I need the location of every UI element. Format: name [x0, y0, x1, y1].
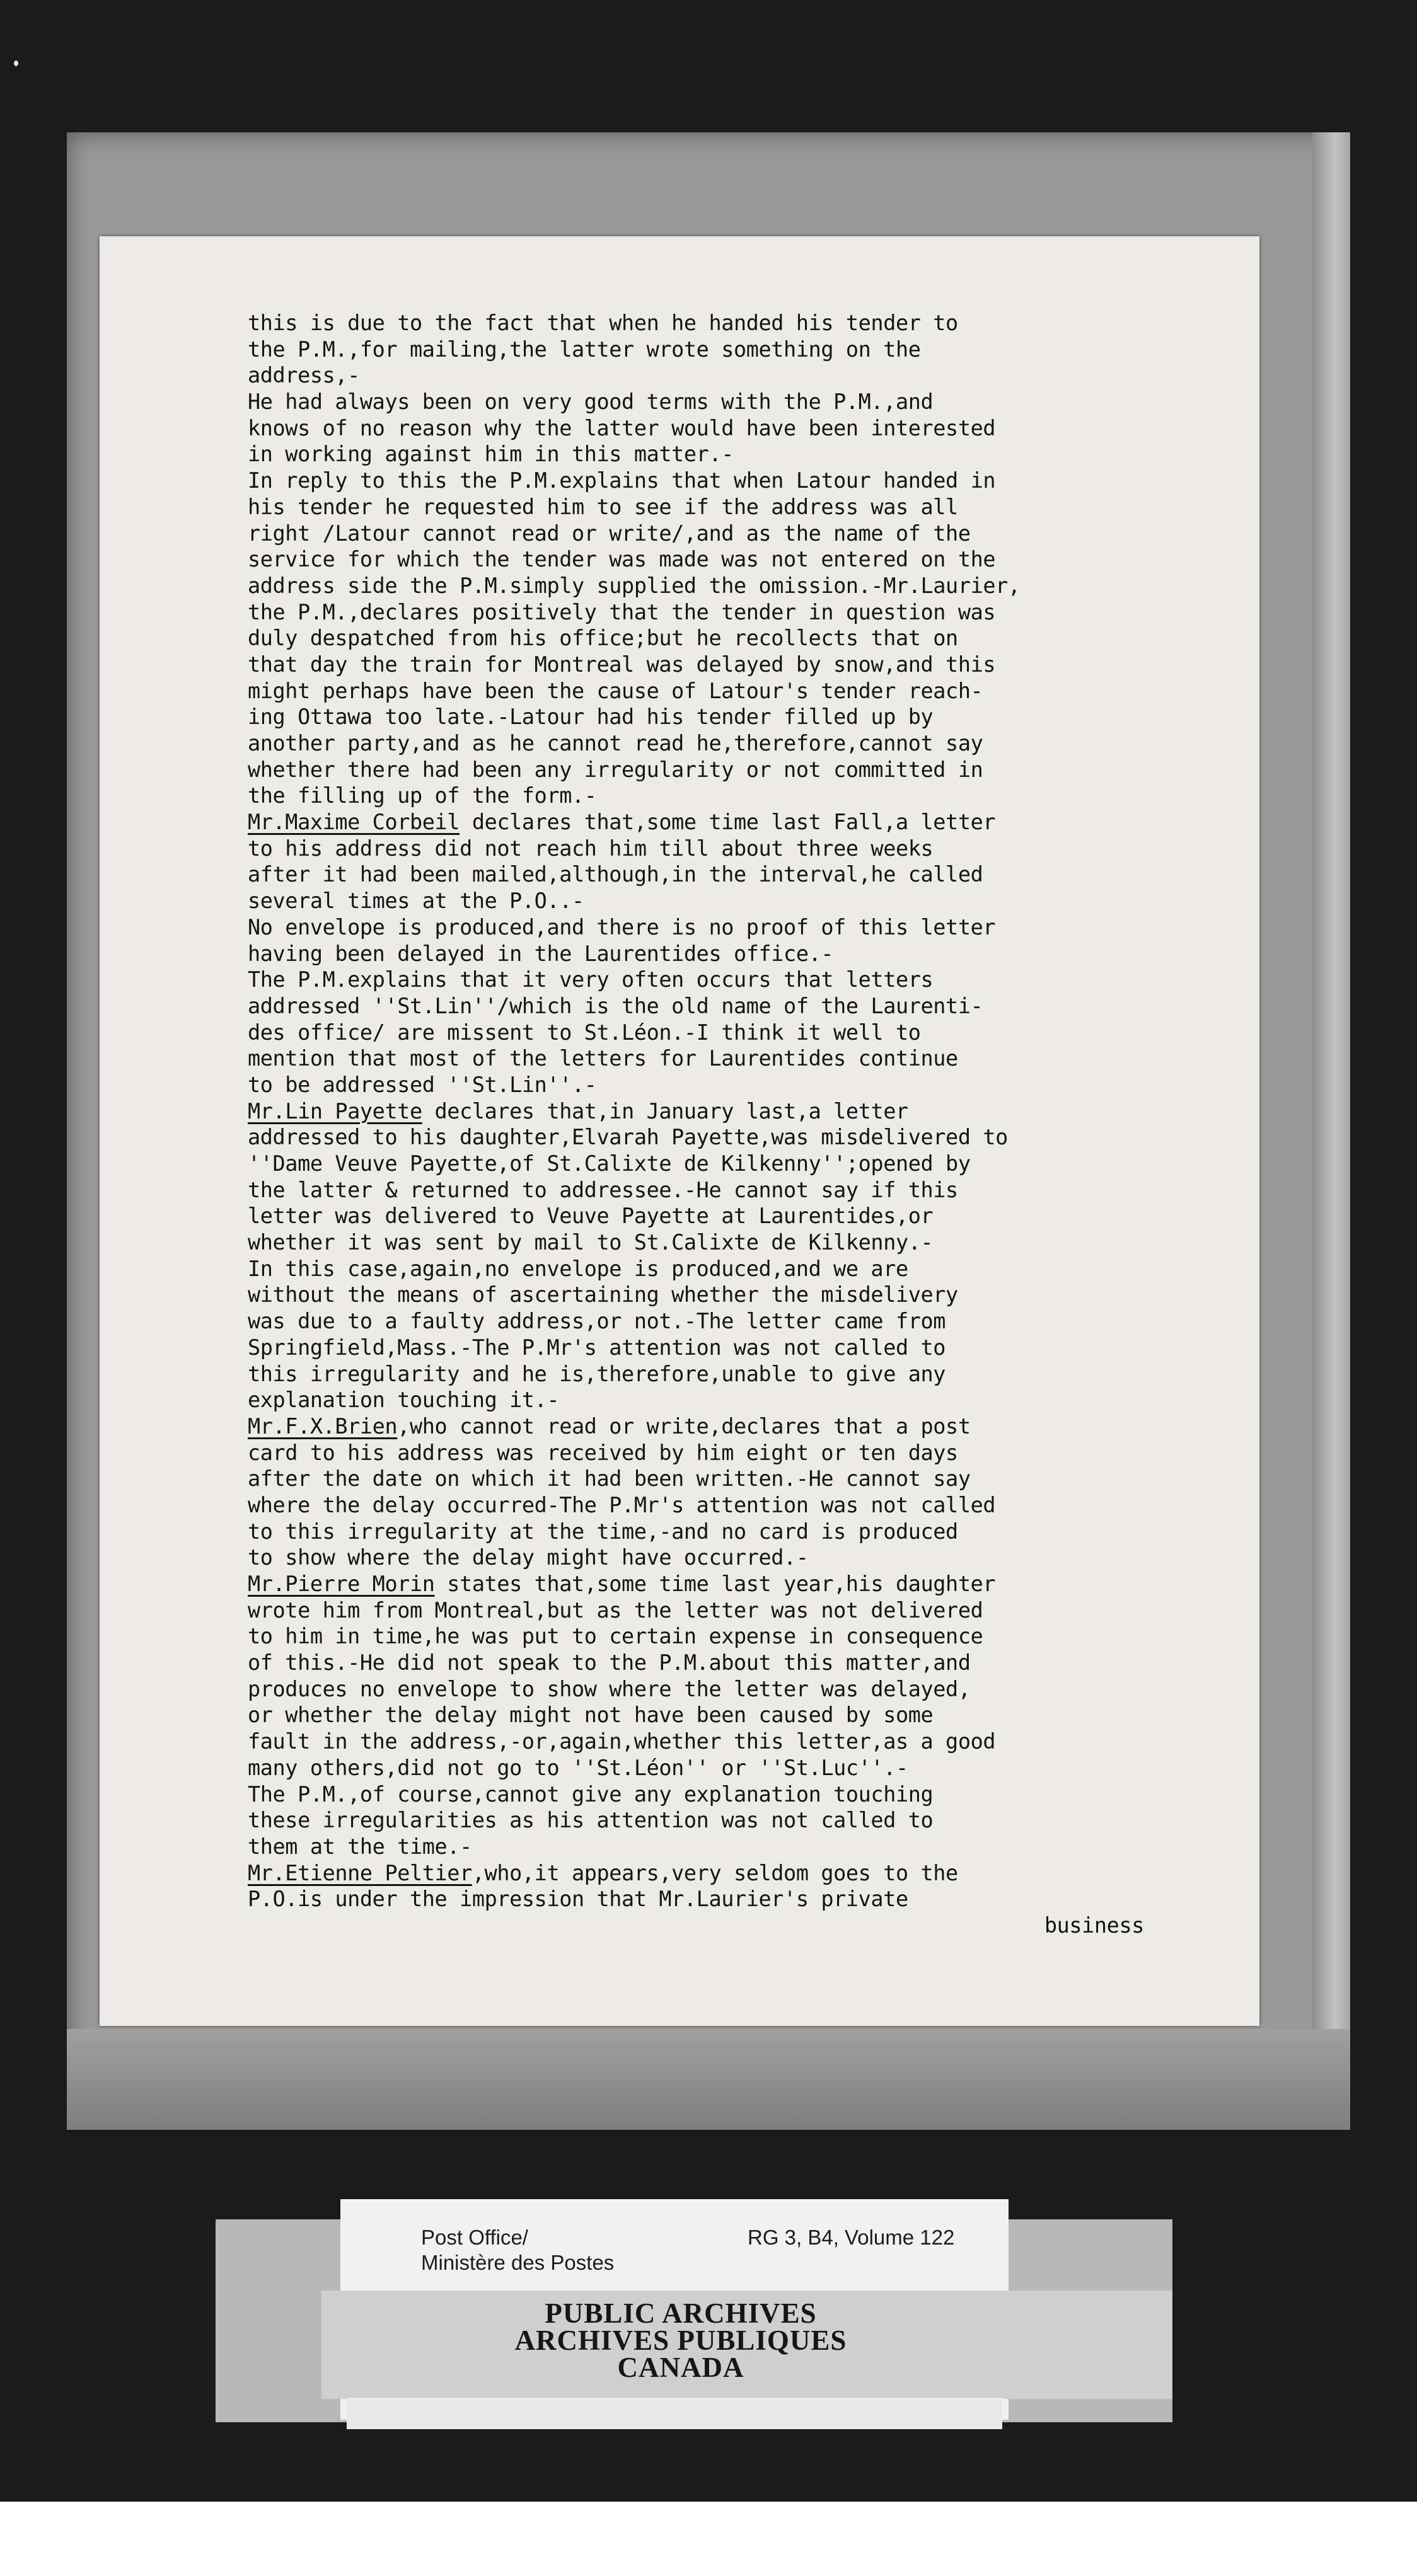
- text-line: many others,did not go to ''St.Léon'' or ''St.Luc''.-: [248, 1755, 908, 1780]
- text-line: right /Latour cannot read or write/,and as the name of the: [248, 520, 971, 546]
- text-line: produces no envelope to show where the letter was delayed,: [248, 1676, 971, 1701]
- text-line: Springfield,Mass.-The P.Mr's attention was not called to: [248, 1335, 946, 1360]
- text-line: address side the P.M.simply supplied the omission.-Mr.Laurier,: [248, 573, 1021, 598]
- line-rest: ,who cannot read or write,declares that a post: [397, 1413, 971, 1439]
- text-line: that day the train for Montreal was delayed by snow,and this: [248, 652, 996, 677]
- text-line: mention that most of the letters for Laurentides continue: [248, 1046, 958, 1071]
- text-line: several times at the P.O..-: [248, 888, 584, 914]
- text-line: In reply to this the P.M.explains that when Latour handed in: [248, 468, 996, 493]
- text-line: The P.M.explains that it very often occurs that letters: [248, 967, 934, 992]
- text-line: after the date on which it had been written.-He cannot say: [248, 1466, 971, 1492]
- stamp-archives-publiques: ARCHIVES PUBLIQUES: [514, 2325, 847, 2356]
- text-line: No envelope is produced,and there is no proof of this letter: [248, 914, 996, 940]
- text-line: to him in time,he was put to certain expense in consequence: [248, 1624, 983, 1649]
- text-line: duly despatched from his office;but he recollects that on: [248, 626, 958, 651]
- text-line: the latter & returned to addressee.-He cannot say if this: [248, 1177, 958, 1202]
- line-rest: ,who,it appears,very seldom goes to the: [471, 1860, 958, 1885]
- text-line: address,-: [248, 363, 360, 388]
- text-line: card to his address was received by him eight or ten days: [248, 1440, 958, 1465]
- text-line: whether there had been any irregularity or not committed in: [248, 757, 983, 782]
- text-line: the P.M.,for mailing,the latter wrote something on the: [248, 336, 921, 362]
- text-line: might perhaps have been the cause of Latour's tender reach-: [248, 678, 983, 703]
- text-line-morin: [248, 1571, 1231, 1597]
- text-line: des office/ are missent to St.Léon.-I think it well to: [248, 1020, 921, 1045]
- text-line: whether it was sent by mail to St.Calixte de Kilkenny.-: [248, 1230, 934, 1255]
- text-line: them at the time.-: [248, 1834, 472, 1859]
- text-line: The P.M.,of course,cannot give any explanation touching: [248, 1781, 934, 1807]
- text-line: explanation touching it.-: [248, 1388, 560, 1413]
- text-line: having been delayed in the Laurentides office.-: [248, 941, 834, 966]
- text-line: to his address did not reach him till about three weeks: [248, 836, 934, 861]
- text-line-corbeil: [248, 809, 1231, 836]
- text-line: his tender he requested him to see if the address was all: [248, 494, 958, 519]
- department-fr: Ministère des Postes: [421, 2251, 615, 2274]
- text-line: of this.-He did not speak to the P.M.about this matter,and: [248, 1650, 971, 1676]
- text-line-brien: [248, 1413, 1231, 1440]
- name-underlined: Mr.Maxime Corbeil: [248, 810, 460, 835]
- text-line-payette: [248, 1098, 1231, 1125]
- text-line: where the delay occurred-The P.Mr's attention was not called: [248, 1492, 996, 1517]
- page-bottom-margin: [0, 2502, 1417, 2576]
- text-line: In this case,again,no envelope is produced,and we are: [248, 1256, 908, 1281]
- name-underlined: Mr.Etienne Peltier: [248, 1860, 472, 1885]
- text-line: knows of no reason why the latter would have been interested: [248, 415, 996, 440]
- text-line: wrote him from Montreal,but as the letter was not delivered: [248, 1597, 983, 1623]
- archive-label-bottom: [347, 2398, 1002, 2429]
- text-line: addressed ''St.Lin''/which is the old name of the Laurenti-: [248, 993, 983, 1018]
- scan-dust: [14, 60, 18, 66]
- text-line: without the means of ascertaining whether the misdelivery: [248, 1282, 958, 1308]
- text-line: the filling up of the form.-: [248, 783, 597, 808]
- name-underlined: Mr.Lin Payette: [248, 1098, 422, 1124]
- text-line: this is due to the fact that when he handed his tender to: [248, 311, 958, 335]
- text-line: was due to a faulty address,or not.-The letter came from: [248, 1309, 946, 1334]
- name-underlined: Mr.Pierre Morin: [248, 1572, 435, 1596]
- text-line: service for which the tender was made was not entered on the: [248, 547, 996, 572]
- text-line: ing Ottawa too late.-Latour had his tender filled up by: [248, 704, 934, 730]
- text-line: or whether the delay might not have been caused by some: [248, 1703, 934, 1728]
- archive-reference: RG 3, B4, Volume 122: [748, 2226, 955, 2249]
- line-rest: declares that,some time last Fall,a letter: [460, 810, 996, 835]
- department-en: Post Office/: [421, 2226, 528, 2249]
- catchword: business: [1044, 1912, 1144, 1938]
- text-line: in working against him in this matter.-: [248, 442, 734, 467]
- text-line: these irregularities as his attention was not called to: [248, 1808, 934, 1833]
- text-line: P.O.is under the impression that Mr.Laurier's private: [248, 1887, 908, 1912]
- text-line: fault in the address,-or,again,whether this letter,as a good: [248, 1729, 996, 1754]
- letter-body: [248, 310, 1231, 1939]
- text-line: to this irregularity at the time,-and no card is produced: [248, 1519, 958, 1544]
- sheet-bottom-edge: [67, 2029, 1350, 2130]
- text-line: letter was delivered to Veuve Payette at Laurentides,or: [248, 1204, 934, 1229]
- text-line: after it had been mailed,although,in the interval,he called: [248, 862, 983, 887]
- line-rest: states that,some time last year,his daughter: [434, 1572, 996, 1596]
- stamp-public-archives: PUBLIC ARCHIVES: [545, 2297, 817, 2329]
- text-line: He had always been on very good terms with the P.M.,and: [248, 389, 934, 415]
- line-rest: declares that,in January last,a letter: [422, 1098, 908, 1124]
- name-underlined: Mr.F.X.Brien: [248, 1413, 398, 1439]
- text-line: to be addressed ''St.Lin''.-: [248, 1072, 597, 1097]
- text-line-peltier: [248, 1860, 1231, 1887]
- stamp-canada: CANADA: [617, 2352, 744, 2383]
- text-line: addressed to his daughter,Elvarah Payette,was misdelivered to: [248, 1125, 1008, 1150]
- text-line: another party,and as he cannot read he,therefore,cannot say: [248, 731, 983, 756]
- text-line: to show where the delay might have occurred.-: [248, 1545, 809, 1570]
- text-line: the P.M.,declares positively that the tender in question was: [248, 599, 996, 624]
- text-line: this irregularity and he is,therefore,unable to give any: [248, 1361, 946, 1386]
- sheet-edge: [1312, 132, 1350, 2130]
- text-line: ''Dame Veuve Payette,of St.Calixte de Kilkenny'';opened by: [248, 1151, 971, 1176]
